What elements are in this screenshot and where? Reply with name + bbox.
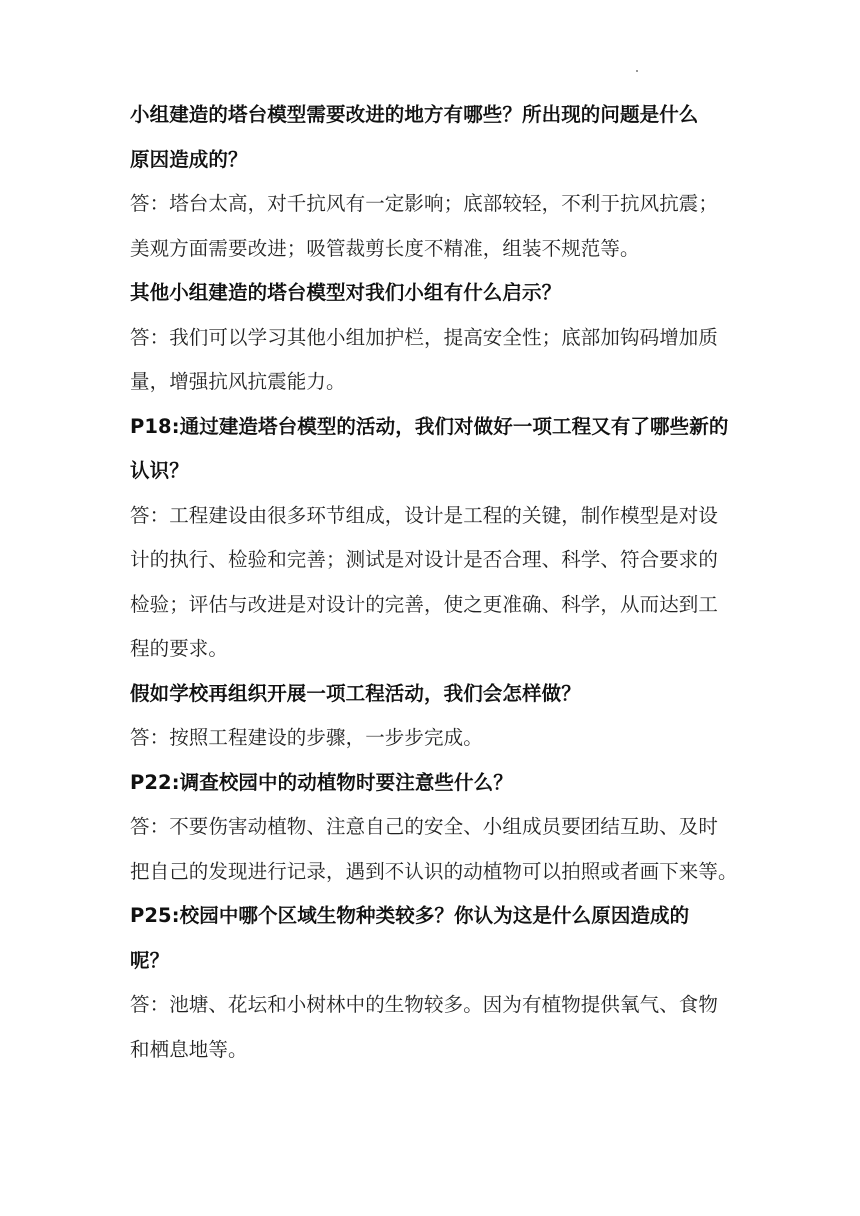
page-dot-mark <box>636 70 638 72</box>
question-line: 原因造成的？ <box>130 147 248 171</box>
question-line: 其他小组建造的塔台模型对我们小组有什么启示？ <box>130 281 562 304</box>
question-line: 假如学校再组织开展一项工程活动，我们会怎样做？ <box>130 681 581 705</box>
answer-line: 把自己的发现进行记录，遇到不认识的动植物可以拍照或者画下来等。 <box>130 859 738 883</box>
answer-line: 答：塔台太高，对千抗风有一定影响；底部较轻，不利于抗风抗震； <box>130 192 719 215</box>
answer-line: 和栖息地等。 <box>130 1037 248 1061</box>
answer-line: 检验；评估与改进是对设计的完善，使之更准确、科学，从而达到工 <box>130 592 719 616</box>
question-line: P22:调查校园中的动植物时要注意些什么？ <box>130 770 513 794</box>
answer-line: 答：工程建设由很多环节组成，设计是工程的关键，制作模型是对设 <box>130 503 719 527</box>
question-line: 认识？ <box>130 459 189 482</box>
answer-line: 答：不要伤害动植物、注意自己的安全、小组成员要团结互助、及时 <box>130 815 719 838</box>
answer-line: 程的要求。 <box>130 637 229 660</box>
question-line: P25:校园中哪个区域生物种类较多？你认为这是什么原因造成的 <box>130 904 690 927</box>
answer-line: 量，增强抗风抗震能力。 <box>130 370 346 393</box>
answer-line: 答：我们可以学习其他小组加护栏，提高安全性；底部加钩码增加质 <box>130 325 719 349</box>
question-line: 小组建造的塔台模型需要改进的地方有哪些？所出现的问题是什么 <box>130 103 699 126</box>
answer-line: 计的执行、检验和完善；测试是对设计是否合理、科学、符合要求的 <box>130 548 719 571</box>
answer-line: 答：池塘、花坛和小树林中的生物较多。因为有植物提供氧气、食物 <box>130 993 719 1016</box>
answer-line: 美观方面需要改进；吸管裁剪长度不精准，组装不规范等。 <box>130 236 640 260</box>
answer-line: 答：按照工程建设的步骤，一步步完成。 <box>130 726 483 749</box>
question-line: P18:通过建造塔台模型的活动，我们对做好一项工程又有了哪些新的 <box>130 414 729 438</box>
document-body <box>130 104 740 1083</box>
question-line: 呢？ <box>130 948 170 972</box>
